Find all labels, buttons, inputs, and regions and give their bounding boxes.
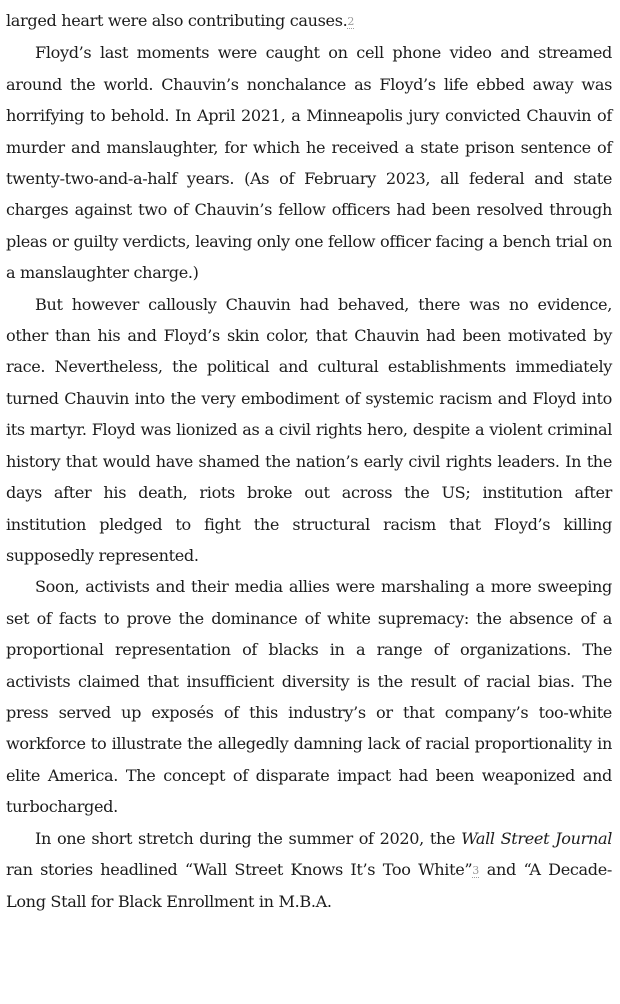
paragraph-text-before: In one short stretch during the summer of 2020, the (35, 828, 462, 848)
paragraph-however-callously (6, 289, 612, 572)
paragraph-summer-2020 (6, 823, 612, 918)
paragraph-floyd-last-moments (6, 37, 612, 288)
footnote-link-3[interactable]: 3 (472, 863, 480, 877)
publication-name: Wall Street Journal (461, 828, 612, 848)
paragraph-text-middle: ran stories headlined “Wall Street Knows It’s Too White” (6, 859, 473, 879)
paragraph-text: But however callously Chauvin had behaved, there was no evidence, other than his and Floyd’s skin color, that Chauvin had been motivated by race. Nevertheless, the political and cultural establishments immediately turned Chauvin into the very embodiment of systemic racism and Floyd into its martyr. Floyd was lionized as a civil rights hero, despite a violent criminal history that would have shamed the nation’s early civil rights leaders. In the days after his death, riots broke out across the US; institution after institution pledged to fight the structural racism that Floyd’s killing supposedly represented. (6, 294, 612, 565)
paragraph-text: Soon, activists and their media allies were marshaling a more sweeping set of facts to prove the dominance of white supremacy: the absence of a proportional representation of blacks in a range of organizations. The activists claimed that insufficient diversity is the result of racial bias. The press served up exposés of this industry’s or that company’s too-white workforce to illustrate the allegedly damning lack of racial proportionality in elite America. The concept of disparate impact had been weaponized and turbocharged. (6, 577, 612, 817)
paragraph-text: larged heart were also contributing causes. (6, 11, 348, 30)
paragraph-text: Floyd’s last moments were caught on cell phone video and streamed around the world. Chauvin’s nonchalance as Floyd’s life ebbed away was horrifying to behold. In April 2021, a Minneapolis jury convicted Chauvin of murder and manslaughter, for which he received a state prison sentence of twenty-two-and-a-half years. (As of February 2023, all federal and state charges against two of Chauvin’s fellow officers had been resolved through pleas or guilty verdicts, leaving only one fellow officer facing a bench trial on a manslaughter charge.) (6, 43, 612, 283)
paragraph-activists-media (6, 571, 612, 822)
paragraph-continued (6, 5, 612, 37)
footnote-link-2[interactable]: 2 (347, 15, 355, 28)
paragraph-text-after: and “A Decade-Long Stall for Black Enrollment in M.B.A. (6, 859, 612, 912)
book-page (6, 5, 612, 918)
